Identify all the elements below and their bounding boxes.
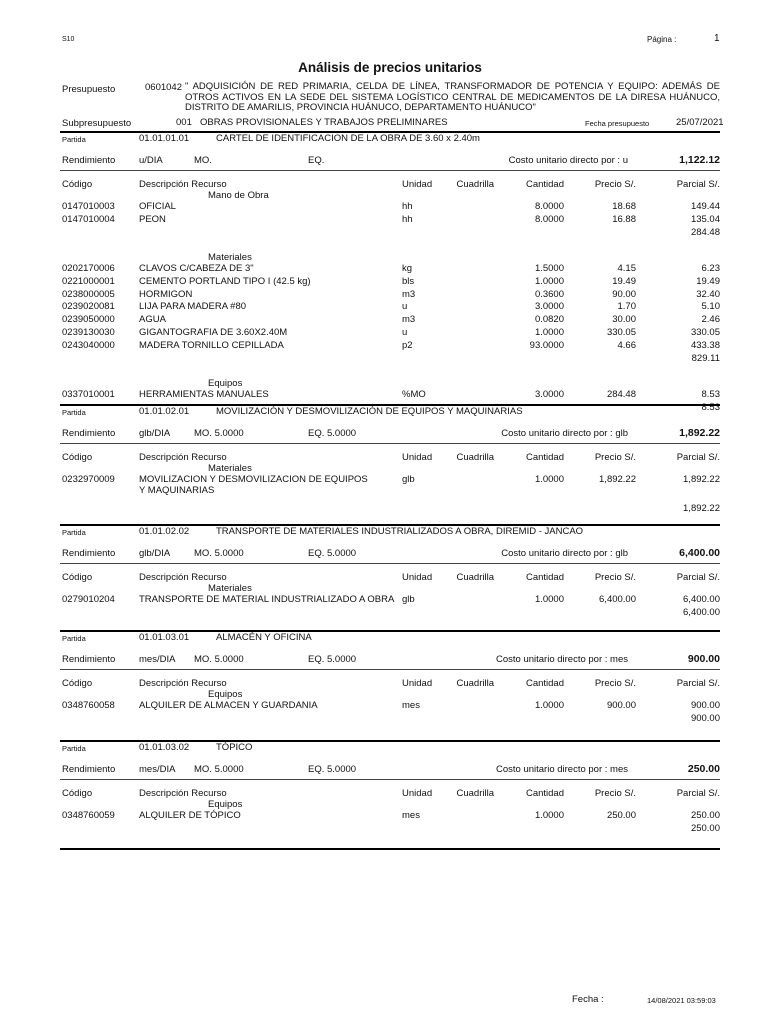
row-descripcion: GIGANTOGRAFIA DE 3.60X2.40M xyxy=(139,327,288,339)
col-descripcion-header: Descripción Recurso xyxy=(139,678,227,689)
row-precio: 19.49 xyxy=(612,275,636,287)
presupuesto-code: 0601042 xyxy=(145,82,182,93)
rendimiento-eq: EQ. 5.0000 xyxy=(308,428,357,439)
report-code: S10 xyxy=(62,36,75,43)
row-precio: 6,400.00 xyxy=(599,594,636,605)
row-unidad: kg xyxy=(402,262,413,274)
partida-title: TÓPICO xyxy=(216,742,253,753)
header-separator xyxy=(60,669,720,670)
row-precio: 330.05 xyxy=(606,327,636,339)
group-title: Materiales xyxy=(208,251,252,263)
row-cantidad: 1.0000 xyxy=(534,275,564,287)
row-descripcion: CLAVOS C/CABEZA DE 3" xyxy=(139,262,254,274)
group-subtotal: 900.00 xyxy=(690,712,720,724)
costo-unitario-value: 1,122.12 xyxy=(679,154,720,166)
row-parcial: 135.04 xyxy=(690,213,720,225)
row-unidad: hh xyxy=(402,213,413,225)
col-codigo-header: Código xyxy=(62,678,93,689)
row-codigo: 0239130030 xyxy=(62,327,115,339)
col-cuadrilla-header: Cuadrilla xyxy=(456,788,494,799)
row-codigo: 0337010001 xyxy=(62,388,115,400)
rendimiento-unit: glb/DIA xyxy=(139,548,171,559)
row-cantidad: 1.0000 xyxy=(534,327,564,339)
rendimiento-label: Rendimiento xyxy=(62,548,116,559)
costo-unitario-label: Costo unitario directo por : glb xyxy=(501,548,628,559)
group-subtotal: 6,400.00 xyxy=(683,606,720,618)
col-parcial-header: Parcial S/. xyxy=(676,788,720,799)
footer-date: 14/08/2021 03:59:03 xyxy=(647,996,716,1005)
row-cantidad: 3.0000 xyxy=(534,301,564,313)
row-codigo: 0239020081 xyxy=(62,301,115,313)
row-precio: 250.00 xyxy=(606,810,636,821)
row-unidad: m3 xyxy=(402,288,416,300)
rendimiento-eq: EQ. 5.0000 xyxy=(308,548,357,559)
header-separator xyxy=(60,170,720,171)
rendimiento-mo: MO. xyxy=(194,155,212,166)
row-descripcion: LIJA PARA MADERA #80 xyxy=(139,301,247,313)
row-codigo: 0202170006 xyxy=(62,262,115,274)
row-descripcion: PEON xyxy=(139,213,166,225)
rendimiento-unit: mes/DIA xyxy=(139,654,176,665)
rendimiento-mo: MO. 5.0000 xyxy=(194,548,244,559)
presupuesto-label: Presupuesto xyxy=(62,84,116,95)
col-cantidad-header: Cantidad xyxy=(525,572,564,583)
row-codigo: 0147010004 xyxy=(62,213,115,225)
col-descripcion-header: Descripción Recurso xyxy=(139,452,227,463)
row-precio: 1.70 xyxy=(617,301,636,313)
rendimiento-eq: EQ. xyxy=(308,155,325,166)
group-subtotal: 829.11 xyxy=(691,353,720,364)
partida-label: Partida xyxy=(62,744,86,753)
page-label: Página : xyxy=(647,35,677,44)
rendimiento-unit: u/DIA xyxy=(139,155,163,166)
row-descripcion: ALQUILER DE ALMACEN Y GUARDANIA xyxy=(139,700,318,711)
col-codigo-header: Código xyxy=(62,179,93,190)
row-cantidad: 1.0000 xyxy=(534,700,564,711)
row-parcial: 433.38 xyxy=(690,340,720,352)
col-cuadrilla-header: Cuadrilla xyxy=(456,179,494,190)
row-codigo: 0239050000 xyxy=(62,314,115,326)
row-parcial: 330.05 xyxy=(690,327,720,339)
row-codigo: 0221000001 xyxy=(62,275,115,287)
rendimiento-label: Rendimiento xyxy=(62,155,116,166)
costo-unitario-value: 900.00 xyxy=(687,653,720,665)
costo-unitario-label: Costo unitario directo por : u xyxy=(508,155,628,166)
costo-unitario-label: Costo unitario directo por : mes xyxy=(495,764,628,775)
row-unidad: glb xyxy=(402,474,415,485)
col-precio-header: Precio S/. xyxy=(594,572,636,583)
partida-title: TRANSPORTE DE MATERIALES INDUSTRIALIZADOS A OBRA, DIREMID - JANCAO xyxy=(216,526,584,537)
row-parcial: 6,400.00 xyxy=(683,594,720,605)
presupuesto-description: " ADQUISICIÓN DE RED PRIMARIA, CELDA DE LÍNEA, TRANSFORMADOR DE POTENCIA Y EQUIPO: ADEMÁS DE OTROS ACTIVOS EN LA SEDE DEL SISTEMA LOGÍSTICO CENTRAL DE MEDICAMENTOS DE LA DIRESA HUÁNUCO, DISTRITO DE AMARILIS, PROVINCIA HUÁNUCO, DEPARTAMENTO HUÁNUCO" xyxy=(185,81,720,113)
row-parcial: 32.40 xyxy=(696,288,720,300)
row-precio: 18.68 xyxy=(612,201,636,212)
col-cuadrilla-header: Cuadrilla xyxy=(456,452,494,463)
row-codigo: 0279010204 xyxy=(62,594,115,605)
rendimiento-unit: mes/DIA xyxy=(139,764,176,775)
rendimiento-mo: MO. 5.0000 xyxy=(194,428,244,439)
row-codigo: 0232970009 xyxy=(62,474,115,485)
col-cantidad-header: Cantidad xyxy=(525,179,564,190)
col-precio-header: Precio S/. xyxy=(594,678,636,689)
row-parcial: 900.00 xyxy=(690,700,720,711)
row-parcial: 250.00 xyxy=(690,810,720,821)
row-precio: 900.00 xyxy=(606,700,636,711)
row-codigo: 0243040000 xyxy=(62,340,115,352)
row-precio: 4.15 xyxy=(617,262,636,274)
group-title: Materiales xyxy=(208,583,252,594)
rendimiento-eq: EQ. 5.0000 xyxy=(308,654,357,665)
costo-unitario-value: 1,892.22 xyxy=(679,427,720,439)
row-descripcion: OFICIAL xyxy=(139,201,176,212)
row-descripcion: HERRAMIENTAS MANUALES xyxy=(139,388,269,400)
row-descripcion: ALQUILER DE TÓPICO xyxy=(139,810,241,821)
row-precio: 1,892.22 xyxy=(599,474,636,485)
col-parcial-header: Parcial S/. xyxy=(676,452,720,463)
col-parcial-header: Parcial S/. xyxy=(676,572,720,583)
row-precio: 90.00 xyxy=(612,288,636,300)
fecha-presupuesto-label: Fecha presupuesto xyxy=(585,119,650,128)
row-unidad: mes xyxy=(402,700,420,711)
col-unidad-header: Unidad xyxy=(402,179,433,190)
row-cantidad: 93.0000 xyxy=(529,340,564,352)
row-cantidad: 0.0820 xyxy=(534,314,564,326)
row-cantidad: 1.5000 xyxy=(534,262,564,274)
row-descripcion: MOVILIZACION Y DESMOVILIZACION DE EQUIPOS Y MAQUINARIAS xyxy=(139,474,368,496)
subpresupuesto-description: OBRAS PROVISIONALES Y TRABAJOS PRELIMINARES xyxy=(200,117,448,128)
row-unidad: hh xyxy=(402,201,413,212)
group-title: Equipos xyxy=(208,689,243,700)
subpresupuesto-code: 001 xyxy=(176,117,192,128)
costo-unitario-value: 6,400.00 xyxy=(679,547,720,559)
col-cantidad-header: Cantidad xyxy=(525,678,564,689)
partida-title: ALMACÉN Y OFICINA xyxy=(216,632,312,643)
row-cantidad: 8.0000 xyxy=(534,213,564,225)
page-number: 1 xyxy=(714,33,720,44)
footer-date-label: Fecha : xyxy=(572,994,604,1005)
rendimiento-label: Rendimiento xyxy=(62,654,116,665)
row-precio: 16.88 xyxy=(612,213,636,225)
col-cuadrilla-header: Cuadrilla xyxy=(456,572,494,583)
col-parcial-header: Parcial S/. xyxy=(676,678,720,689)
row-cantidad: 1.0000 xyxy=(534,474,564,485)
rendimiento-unit: glb/DIA xyxy=(139,428,171,439)
header-separator xyxy=(60,779,720,780)
document-end-line xyxy=(60,848,720,850)
rendimiento-mo: MO. 5.0000 xyxy=(194,654,244,665)
rendimiento-label: Rendimiento xyxy=(62,428,116,439)
header-separator xyxy=(60,563,720,564)
col-precio-header: Precio S/. xyxy=(594,788,636,799)
row-precio: 30.00 xyxy=(612,314,636,326)
col-unidad-header: Unidad xyxy=(402,572,433,583)
costo-unitario-label: Costo unitario directo por : mes xyxy=(495,654,628,665)
row-unidad: m3 xyxy=(402,314,416,326)
col-descripcion-header: Descripción Recurso xyxy=(139,788,227,799)
group-title: Materiales xyxy=(208,463,252,474)
partida-code: 01.01.02.01 xyxy=(139,406,190,417)
row-precio: 4.66 xyxy=(617,340,636,352)
row-descripcion: TRANSPORTE DE MATERIAL INDUSTRIALIZADO A OBRA xyxy=(139,594,395,605)
row-unidad: glb xyxy=(402,594,415,605)
row-cantidad: 3.0000 xyxy=(534,388,564,400)
partida-label: Partida xyxy=(62,528,86,537)
rendimiento-mo: MO. 5.0000 xyxy=(194,764,244,775)
row-cantidad: 8.0000 xyxy=(534,201,564,212)
row-codigo: 0348760059 xyxy=(62,810,115,821)
row-parcial: 2.46 xyxy=(701,314,720,326)
fecha-presupuesto: 25/07/2021 xyxy=(676,117,724,128)
col-unidad-header: Unidad xyxy=(402,788,433,799)
partida-label: Partida xyxy=(62,634,86,643)
partida-title: CARTEL DE IDENTIFICACION DE LA OBRA DE 3.60 x 2.40m xyxy=(216,133,480,144)
partida-code: 01.01.02.02 xyxy=(139,526,190,537)
row-parcial: 6.23 xyxy=(701,262,720,274)
group-title: Equipos xyxy=(208,377,243,389)
row-cantidad: 1.0000 xyxy=(534,594,564,605)
col-unidad-header: Unidad xyxy=(402,452,433,463)
row-codigo: 0238000005 xyxy=(62,288,115,300)
row-unidad: %MO xyxy=(402,388,426,400)
col-codigo-header: Código xyxy=(62,452,93,463)
group-subtotal: 284.48 xyxy=(690,226,720,238)
subpresupuesto-label: Subpresupuesto xyxy=(62,118,132,129)
row-descripcion: HORMIGON xyxy=(139,288,193,300)
row-parcial: 1,892.22 xyxy=(683,474,720,485)
rendimiento-label: Rendimiento xyxy=(62,764,116,775)
row-descripcion: CEMENTO PORTLAND TIPO I (42.5 kg) xyxy=(139,275,311,287)
col-unidad-header: Unidad xyxy=(402,678,433,689)
row-parcial: 149.44 xyxy=(690,201,720,212)
group-title: Equipos xyxy=(208,799,243,810)
costo-unitario-value: 250.00 xyxy=(687,763,720,775)
row-unidad: u xyxy=(402,301,408,313)
col-precio-header: Precio S/. xyxy=(594,179,636,190)
page-title: Análisis de precios unitarios xyxy=(298,60,482,75)
col-codigo-header: Código xyxy=(62,788,93,799)
row-unidad: u xyxy=(402,327,408,339)
row-parcial: 19.49 xyxy=(696,275,720,287)
partida-code: 01.01.03.02 xyxy=(139,742,190,753)
col-descripcion-header: Descripción Recurso xyxy=(139,179,227,190)
partida-title: MOVILIZACIÓN Y DESMOVILIZACIÓN DE EQUIPOS Y MAQUINARIAS xyxy=(216,406,523,417)
col-cantidad-header: Cantidad xyxy=(525,788,564,799)
partida-code: 01.01.01.01 xyxy=(139,133,190,144)
col-cantidad-header: Cantidad xyxy=(525,452,564,463)
partida-code: 01.01.03.01 xyxy=(139,632,190,643)
row-unidad: p2 xyxy=(402,340,413,352)
row-cantidad: 1.0000 xyxy=(534,810,564,821)
group-subtotal: 8.53 xyxy=(701,401,720,413)
costo-unitario-label: Costo unitario directo por : glb xyxy=(501,428,628,439)
col-descripcion-header: Descripción Recurso xyxy=(139,572,227,583)
row-unidad: bls xyxy=(402,275,415,287)
row-cantidad: 0.3600 xyxy=(534,288,564,300)
row-descripcion: MADERA TORNILLO CEPILLADA xyxy=(139,340,284,352)
row-parcial: 8.53 xyxy=(701,388,720,400)
row-unidad: mes xyxy=(402,810,420,821)
group-subtotal: 250.00 xyxy=(690,822,720,834)
rendimiento-eq: EQ. 5.0000 xyxy=(308,764,357,775)
col-cuadrilla-header: Cuadrilla xyxy=(456,678,494,689)
row-precio: 284.48 xyxy=(606,388,636,400)
partida-label: Partida xyxy=(62,135,86,144)
header-separator xyxy=(60,443,720,444)
group-title: Mano de Obra xyxy=(208,190,269,201)
partida-label: Partida xyxy=(62,408,86,417)
row-codigo: 0147010003 xyxy=(62,201,115,212)
row-codigo: 0348760058 xyxy=(62,700,115,711)
group-subtotal: 1,892.22 xyxy=(683,503,720,514)
row-parcial: 5.10 xyxy=(701,301,720,313)
col-precio-header: Precio S/. xyxy=(594,452,636,463)
row-descripcion: AGUA xyxy=(139,314,166,326)
col-parcial-header: Parcial S/. xyxy=(676,179,720,190)
col-codigo-header: Código xyxy=(62,572,93,583)
